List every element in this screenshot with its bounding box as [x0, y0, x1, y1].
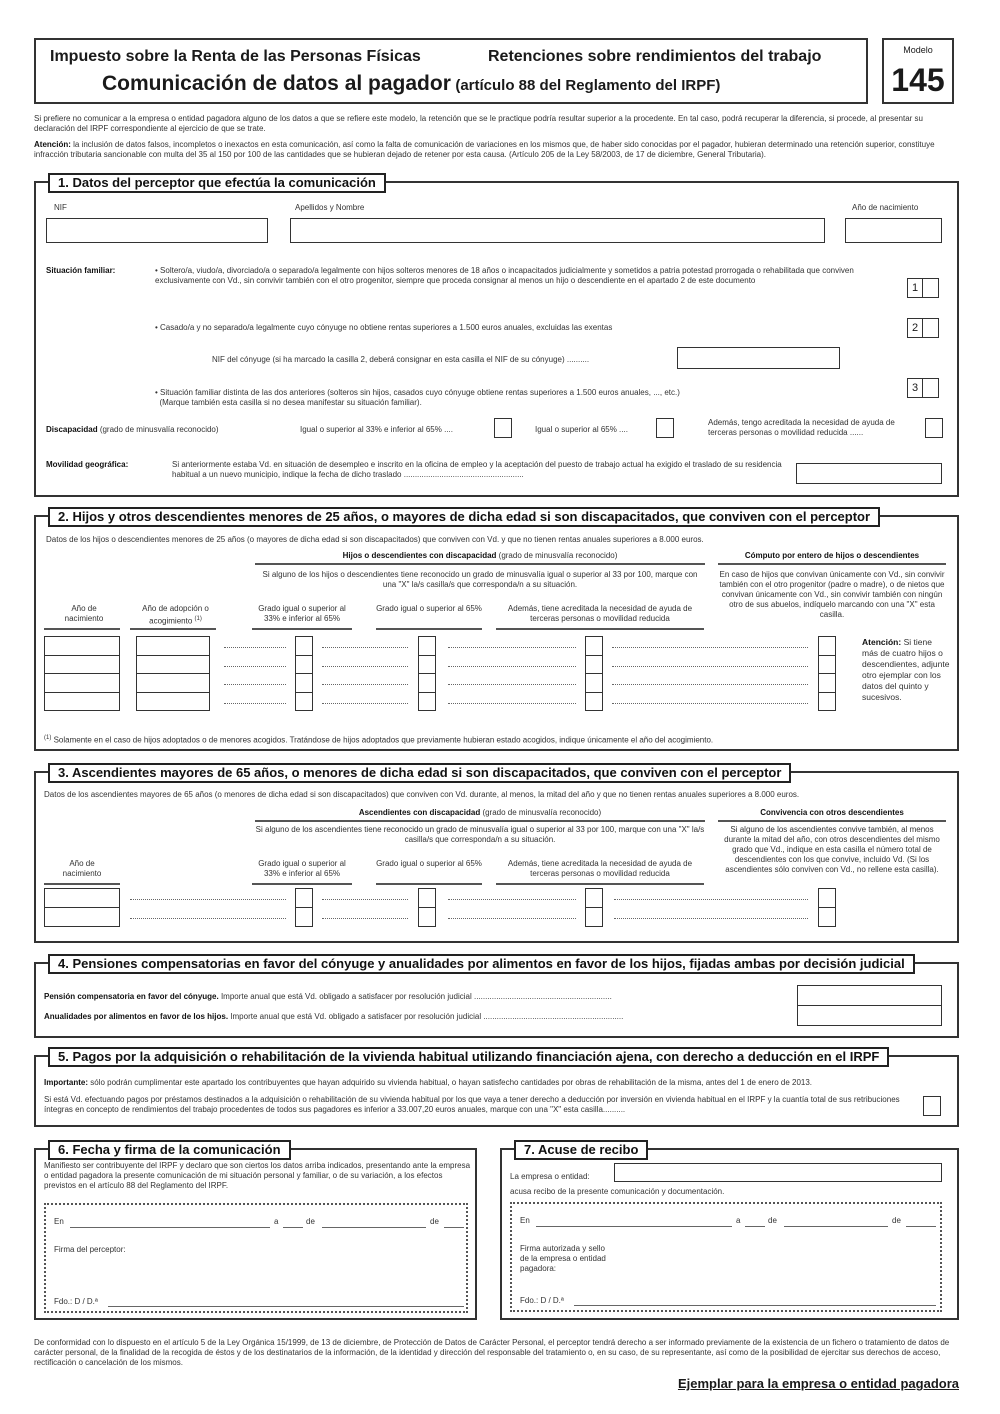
- s3-anio-nacimiento-input[interactable]: [44, 888, 120, 908]
- s3-disc-head-sub: (grado de minusvalía reconocido): [482, 808, 602, 817]
- atencion-label: Atención:: [34, 140, 71, 149]
- s4-row2-text: Importe anual que está Vd. obligado a satisfacer por resolución judicial ...............................................................: [230, 1012, 624, 1021]
- discapacidad-sub: (grado de minusvalía reconocido): [99, 425, 219, 434]
- s7-fdo-line[interactable]: [574, 1305, 936, 1306]
- s2-dots: [612, 684, 808, 685]
- intro-atencion: [34, 140, 959, 160]
- section-2-title: [48, 507, 880, 527]
- s2-col-adop-rule: [130, 628, 216, 630]
- s3-dots: [322, 918, 408, 919]
- disc-opt1-checkbox[interactable]: [494, 418, 512, 438]
- s2-col-g2: Grado igual o superior al 65%: [376, 604, 482, 613]
- form-title-sub: (artículo 88 del Reglamento del IRPF): [455, 77, 721, 94]
- disc-opt2-checkbox[interactable]: [656, 418, 674, 438]
- s2-dots: [322, 684, 408, 685]
- s2-anio-nacimiento-input[interactable]: [44, 692, 120, 712]
- s2-ayuda-checkbox[interactable]: [585, 636, 603, 656]
- empresa-entidad-input[interactable]: [614, 1163, 942, 1182]
- s7-fdo-label: Fdo.: D / D.ª: [520, 1296, 564, 1305]
- s4-row2-bold: Anualidades por alimentos en favor de los hijos.: [44, 1012, 229, 1021]
- s2-footnote-sup: (1): [44, 735, 52, 741]
- s2-disc-note: Si alguno de los hijos o descendientes tiene reconocido un grado de minusvalía igual o superior al 33 por 100, marque con una "X" la/s casilla/s que corresponda/n a su situación.: [262, 570, 698, 589]
- s7-a-label: a: [736, 1216, 741, 1225]
- s3-dots: [448, 918, 576, 919]
- s3-col-g1: Grado igual o superior al 33% e inferior al 65%: [258, 859, 346, 878]
- situacion-opt1-text: • Soltero/a, viudo/a, divorciado/a o separado/a legalmente con hijos solteros menores de 18 años o incapacitados judicialmente y sometidos a patria potestad prorrogada o rehabilitada que conviven exclusivamente con Vd., sin convivir también con el otro progenitor, siempre que proceda consignar al menos un hijo o descendiente en el apartado 2 de este documento: [155, 266, 854, 285]
- s2-grado33-checkbox[interactable]: [295, 692, 313, 712]
- s6-lugar-line[interactable]: [70, 1227, 270, 1228]
- s2-anio-adopcion-input[interactable]: [136, 655, 210, 675]
- situacion-opt3-text: • Situación familiar distinta de las dos anteriores (solteros sin hijos, casados cuyo cónyuge obtiene rentas superiores a 1.500 euros anuales, ..., etc.) (Marque también esta casilla si no desea manifestar su situación familiar).: [155, 388, 680, 407]
- discapacidad-title: Discapacidad: [46, 425, 98, 434]
- disc-opt2-label: Igual o superior al 65% ....: [535, 425, 628, 434]
- s2-grado33-checkbox[interactable]: [295, 673, 313, 693]
- s6-firma-label: Firma del perceptor:: [54, 1245, 126, 1254]
- disc-opt1-label: Igual o superior al 33% e inferior al 65% ....: [300, 425, 453, 434]
- situacion-checkbox-1[interactable]: [907, 278, 939, 298]
- discapacidad-label: [46, 425, 219, 435]
- anualidades-alimentos-input[interactable]: [797, 1005, 942, 1026]
- s7-de1-label: de: [768, 1216, 777, 1225]
- s3-convivencia-checkbox[interactable]: [818, 888, 836, 908]
- casilla-3-number: 3: [907, 378, 923, 398]
- s3-col-g1-rule: [252, 883, 352, 885]
- s2-col-adop: [128, 604, 223, 627]
- s2-anio-nacimiento-input[interactable]: [44, 673, 120, 693]
- s6-a-label: a: [274, 1217, 279, 1226]
- s3-grado65-checkbox[interactable]: [418, 888, 436, 908]
- section-6-title-text: 6. Fecha y firma de la comunicación: [58, 1142, 281, 1157]
- s3-grado65-checkbox[interactable]: [418, 907, 436, 927]
- s2-computo-note: En caso de hijos que convivan únicamente con Vd., sin convivir también con el otro progenitor (padre o madre), o de nietos que convivan únicamente con Vd., sin convivir también con ningún otro de sus abuelos, indíquelo marcando con una "X" esta casilla.: [719, 570, 945, 619]
- s2-computo-checkbox[interactable]: [818, 692, 836, 712]
- s7-firma-label: Firma autorizada y sello de la empresa o entidad pagadora:: [520, 1244, 606, 1273]
- s7-dia-line[interactable]: [745, 1226, 765, 1227]
- s2-disc-head-rule: [255, 563, 705, 565]
- s2-computo-checkbox[interactable]: [818, 636, 836, 656]
- s2-intro: Datos de los hijos o descendientes menores de 25 años (o mayores de dicha edad si son discapacitados) que conviven con Vd. y que no tienen rentas anuales superiores a 8.000 euros.: [46, 535, 704, 544]
- s2-ayuda-checkbox[interactable]: [585, 655, 603, 675]
- s2-computo-checkbox[interactable]: [818, 655, 836, 675]
- atencion-text: la inclusión de datos falsos, incompletos o inexactos en esta comunicación, así como la falta de comunicación de variaciones en los mismos que, de haber sido conocidas por el pagador, hubieran determinado una retención superior, constituye infracción tributaria sancionable con multa del 35 al 150 por 100 de las cantidades que se hubieran dejado de retener por esta causa. (Artículo 205 de la Ley 58/2003, de 17 de diciembre, General Tributaria).: [34, 140, 935, 159]
- s2-computo-checkbox[interactable]: [818, 673, 836, 693]
- s2-ayuda-checkbox[interactable]: [585, 692, 603, 712]
- s2-col-adop-sup: (1): [194, 616, 202, 622]
- situacion-familiar-label: Situación familiar:: [46, 266, 116, 275]
- s6-fdo-label: Fdo.: D / D.ª: [54, 1297, 98, 1306]
- s2-disc-head: [255, 551, 705, 561]
- s7-mes-line[interactable]: [784, 1226, 888, 1227]
- s2-dots: [224, 666, 286, 667]
- s3-dots: [130, 918, 286, 919]
- section-2-title-text: 2. Hijos y otros descendientes menores de 25 años, o mayores de dicha edad si son discapacitados, que conviven con el perceptor: [58, 509, 871, 524]
- section-3-title-text: 3. Ascendientes mayores de 65 años, o menores de dicha edad si son discapacitados, que conviven con el perceptor: [58, 765, 782, 780]
- s2-grado65-checkbox[interactable]: [418, 692, 436, 712]
- s7-empresa-label: La empresa o entidad:: [510, 1172, 590, 1181]
- situacion-opt3-note: (Marque también esta casilla si no desea manifestar su situación familiar).: [159, 398, 422, 407]
- section-1-title: [48, 173, 386, 193]
- s2-dots: [448, 703, 576, 704]
- s3-ayuda-checkbox[interactable]: [585, 888, 603, 908]
- s2-dots: [322, 703, 408, 704]
- s2-col-g1: Grado igual o superior al 33% e inferior al 65%: [258, 604, 346, 623]
- s7-de2-label: de: [892, 1216, 901, 1225]
- s5-text: Si está Vd. efectuando pagos por préstamos destinados a la adquisición o rehabilitación de su vivienda habitual por los que vaya a tener derecho a deducción por inversión en vivienda habitual en el IRPF y la cuantía total de sus retribuciones íntegras en concepto de rendimientos del trabajo procedentes de todos sus pagadores es inferior a 33.007,20 euros anuales, marque con una "X" esta casilla..........: [44, 1095, 900, 1114]
- form-header: [34, 38, 868, 104]
- s2-dots: [448, 684, 576, 685]
- s3-col-g2-rule: [376, 883, 482, 885]
- casilla-1-number: 1: [907, 278, 923, 298]
- s6-anio-line[interactable]: [444, 1227, 464, 1228]
- lopd-text: De conformidad con lo dispuesto en el artículo 5 de la Ley Orgánica 15/1999, de 13 de diciembre, de Protección de Datos de Carácter Personal, el perceptor tendrá derecho a ser informado previamente de la existencia de un fichero o tratamiento de datos de carácter personal, de la finalidad de la recogida de éstos y de los destinatarios de la información, de la identidad y dirección del responsable del tratamiento o, en su caso, de su representante, así como de la posibilidad de ejercitar sus derechos de acceso, rectificación o cancelación de los mismos.: [34, 1338, 950, 1367]
- s7-lugar-line[interactable]: [536, 1226, 732, 1227]
- s2-anio-adopcion-input[interactable]: [136, 636, 210, 656]
- casilla-2-box[interactable]: [923, 318, 939, 338]
- situacion-opt2: Casado/a y no separado/a legalmente cuyo cónyuge no obtiene rentas superiores a 1.500 euros anuales, excluidas las exentas: [160, 323, 613, 332]
- s3-col-g3: Además, tiene acreditada la necesidad de ayuda de terceras personas o movilidad reducida: [507, 859, 693, 878]
- s2-computo-head: Cómputo por entero de hijos o descendientes: [744, 551, 920, 560]
- nombre-label: Apellidos y Nombre: [295, 203, 365, 212]
- s3-intro: Datos de los ascendientes mayores de 65 años (o menores de dicha edad si son discapacitados) que conviven con Vd. durante, al menos, la mitad del año y que no tienen rentas anuales superiores a 8.000 euros.: [44, 790, 800, 799]
- s7-en-label: En: [520, 1216, 530, 1225]
- movilidad-text: Si anteriormente estaba Vd. en situación de desempleo e inscrito en la oficina de empleo y la aceptación del puesto de trabajo actual ha exigido el traslado de su residencia habitual a un nuevo municipio, indique la fecha de dicho traslado ......................................................: [172, 460, 782, 479]
- s3-disc-head-bold: Ascendientes con discapacidad: [358, 808, 481, 817]
- s2-atencion-label: Atención:: [862, 637, 902, 647]
- s2-anio-nacimiento-input[interactable]: [44, 636, 120, 656]
- s2-dots: [224, 684, 286, 685]
- s6-de2-label: de: [430, 1217, 439, 1226]
- s3-grado33-checkbox[interactable]: [295, 888, 313, 908]
- nif-conyuge-label: NIF del cónyuge (si ha marcado la casilla 2, deberá consignar en esta casilla el NIF de su cónyuge) ..........: [212, 355, 590, 364]
- section-3-title: [48, 763, 791, 783]
- section-1-title-text: 1. Datos del perceptor que efectúa la comunicación: [58, 175, 376, 190]
- casilla-3-box[interactable]: [923, 378, 939, 398]
- section-6-title: [48, 1140, 291, 1160]
- s2-footnote: [44, 733, 944, 746]
- s4-row1: [44, 992, 794, 1002]
- s2-dots: [322, 647, 408, 648]
- s3-dots: [614, 918, 808, 919]
- s2-col-anio-rule: [44, 628, 120, 630]
- s2-grado33-checkbox[interactable]: [295, 655, 313, 675]
- s3-grado33-checkbox[interactable]: [295, 907, 313, 927]
- s2-grado65-checkbox[interactable]: [418, 673, 436, 693]
- section-4-title-text: 4. Pensiones compensatorias en favor del cónyuge y anualidades por alimentos en favor de los hijos, fijadas ambas por decisión judicial: [58, 956, 905, 971]
- s2-col-g3-rule: [496, 628, 704, 630]
- disc-opt3-label: Además, tengo acreditada la necesidad de ayuda de terceras personas o movilidad reducida ......: [708, 418, 895, 437]
- anio-nacimiento-input[interactable]: [845, 218, 942, 243]
- s2-grado65-checkbox[interactable]: [418, 636, 436, 656]
- nif-input[interactable]: [46, 218, 268, 243]
- s3-col-anio-rule: [44, 883, 120, 885]
- s2-footnote-text: Solamente en el caso de hijos adoptados o de menores acogidos. Tratándose de hijos adoptados que previamente hubieran estado acogidos, indique únicamente el año del acogimiento.: [53, 735, 714, 745]
- s3-dots: [614, 899, 808, 900]
- s2-dots: [224, 647, 286, 648]
- s6-mes-line[interactable]: [322, 1227, 426, 1228]
- modelo-number: 145: [891, 62, 945, 98]
- section-4-title: [48, 954, 915, 974]
- situacion-opt1: Soltero/a, viudo/a, divorciado/a o separado/a legalmente con hijos solteros menores de 18 años o incapacitados judicialmente y sometidos a patria potestad prorrogada o rehabilitada que conviven exclusivamente con Vd., sin convivir también con el otro progenitor, siempre que proceda consignar al menos un hijo o descendiente en el apartado 2 de este documento: [155, 266, 854, 285]
- s2-ayuda-checkbox[interactable]: [585, 673, 603, 693]
- s3-conv-head-rule: [718, 820, 946, 822]
- s2-disc-head-bold: Hijos o descendientes con discapacidad: [342, 551, 497, 560]
- situacion-checkbox-3[interactable]: [907, 378, 939, 398]
- s2-anio-adopcion-input[interactable]: [136, 692, 210, 712]
- s5-importante-text: sólo podrán cumplimentar este apartado los contribuyentes que hayan adquirido su vivienda habitual, o hayan satisfecho cantidades por obras de rehabilitación de la misma, antes del 1 de enero de 2013.: [90, 1078, 813, 1087]
- s2-grado33-checkbox[interactable]: [295, 636, 313, 656]
- ejemplar-label: Ejemplar para la empresa o entidad pagadora: [677, 1376, 959, 1391]
- s3-col-anio: Año de nacimiento: [62, 859, 102, 878]
- s7-signature-area: [510, 1202, 942, 1312]
- s2-atencion: [862, 637, 950, 703]
- s3-ayuda-checkbox[interactable]: [585, 907, 603, 927]
- s2-col-g1-rule: [252, 628, 352, 630]
- pension-compensatoria-input[interactable]: [797, 985, 942, 1006]
- s2-dots: [448, 647, 576, 648]
- s6-de1-label: de: [306, 1217, 315, 1226]
- s2-anio-adopcion-input[interactable]: [136, 673, 210, 693]
- section-5-title-text: 5. Pagos por la adquisición o rehabilitación de la vivienda habitual utilizando financiación ajena, con derecho a deducción en el IRPF: [58, 1049, 880, 1064]
- s3-disc-head-rule: [255, 820, 705, 822]
- s2-disc-head-sub: (grado de minusvalía reconocido): [498, 551, 618, 560]
- s6-text: Manifiesto ser contribuyente del IRPF y declaro que son ciertos los datos arriba indicados, presentando ante la empresa o entidad pagadora la presente comunicación de mi situación personal y familiar, o de su variación, a los efectos previstos en el artículo 88 del Reglamento del IRPF.: [44, 1161, 471, 1190]
- s6-en-label: En: [54, 1217, 64, 1226]
- section-5-title: [48, 1047, 889, 1067]
- s3-convivencia-checkbox[interactable]: [818, 907, 836, 927]
- s2-computo-head-rule: [718, 563, 946, 565]
- nif-label: NIF: [54, 203, 67, 212]
- s3-conv-note: Si alguno de los ascendientes convive también, al menos durante la mitad del año, con otros descendientes del mismo grado que Vd., indique en esta casilla el número total de descendientes con los que convive, incluido Vd. (Si los ascendientes sólo conviven con Vd., no rellene esta casilla).: [724, 825, 940, 874]
- s2-dots: [448, 666, 576, 667]
- s3-disc-note: Si alguno de los ascendientes tiene reconocido un grado de minusvalía igual o superior al 33 por 100, marque con una "X" la/s casilla/s que corresponda/n a su situación.: [255, 825, 705, 844]
- form-title: [102, 72, 720, 96]
- s2-dots: [612, 666, 808, 667]
- s2-col-anio: Año de nacimiento: [64, 604, 104, 623]
- casilla-1-box[interactable]: [923, 278, 939, 298]
- s2-dots: [612, 647, 808, 648]
- s3-anio-nacimiento-input[interactable]: [44, 907, 120, 927]
- s5-importante: [44, 1078, 954, 1088]
- section-7-title: [514, 1140, 648, 1160]
- s7-anio-line[interactable]: [906, 1226, 936, 1227]
- s3-dots: [130, 899, 286, 900]
- s5-importante-label: Importante:: [44, 1078, 88, 1087]
- s2-dots: [612, 703, 808, 704]
- s7-acusa: acusa recibo de la presente comunicación y documentación.: [510, 1187, 725, 1196]
- s4-row1-text: Importe anual que está Vd. obligado a satisfacer por resolución judicial ..............................................................: [220, 992, 612, 1001]
- s3-col-g2: Grado igual o superior al 65%: [376, 859, 482, 868]
- modelo-box: [882, 38, 954, 104]
- s3-col-g3-rule: [496, 883, 704, 885]
- s2-col-g3: Además, tiene acreditada la necesidad de ayuda de terceras personas o movilidad reducida: [507, 604, 693, 623]
- s3-dots: [322, 899, 408, 900]
- s2-col-g2-rule: [376, 628, 482, 630]
- s3-disc-head: [255, 808, 705, 818]
- s6-fdo-line[interactable]: [108, 1306, 464, 1307]
- s2-atencion-text: Si tiene más de cuatro hijos o descendientes, adjunte otro ejemplar con los datos del quinto y sucesivos.: [862, 637, 950, 702]
- vivienda-checkbox[interactable]: [923, 1096, 941, 1116]
- s6-signature-area: [44, 1203, 468, 1313]
- intro-text: Si prefiere no comunicar a la empresa o entidad pagadora alguno de los datos a que se refiere este modelo, la retención que se le practique podría resultar superior a la procedente. En tal caso, podrá recuperar la diferencia, si procede, al presentar su declaración del IRPF correspondiente al ejercicio de que se trate.: [34, 114, 923, 133]
- casilla-2-number: 2: [907, 318, 923, 338]
- disc-opt3-checkbox[interactable]: [925, 418, 943, 438]
- s3-dots: [448, 899, 576, 900]
- nif-conyuge-input[interactable]: [677, 347, 840, 369]
- situacion-opt2-text: • Casado/a y no separado/a legalmente cuyo cónyuge no obtiene rentas superiores a 1.500 euros anuales, excluidas las exentas: [155, 323, 613, 332]
- modelo-label: Modelo: [903, 45, 933, 55]
- s6-dia-line[interactable]: [283, 1227, 303, 1228]
- form-title-main: Comunicación de datos al pagador: [102, 72, 451, 95]
- anio-nacimiento-label: Año de nacimiento: [852, 203, 919, 212]
- s2-grado65-checkbox[interactable]: [418, 655, 436, 675]
- s2-anio-nacimiento-input[interactable]: [44, 655, 120, 675]
- nombre-input[interactable]: [290, 218, 825, 243]
- s2-col-adop-text: Año de adopción o acogimiento: [142, 604, 209, 626]
- s3-conv-head: Convivencia con otros descendientes: [760, 808, 904, 817]
- s2-dots: [322, 666, 408, 667]
- movilidad-label: Movilidad geográfica:: [46, 460, 129, 469]
- situacion-checkbox-2[interactable]: [907, 318, 939, 338]
- s2-dots: [224, 703, 286, 704]
- s4-row1-bold: Pensión compensatoria en favor del cónyuge.: [44, 992, 219, 1001]
- movilidad-fecha-input[interactable]: [796, 463, 942, 484]
- s4-row2: [44, 1012, 794, 1022]
- header-line1-right: Retenciones sobre rendimientos del trabajo: [488, 48, 822, 65]
- section-7-title-text: 7. Acuse de recibo: [524, 1142, 639, 1157]
- header-line1-left: Impuesto sobre la Renta de las Personas Físicas: [50, 48, 421, 65]
- situacion-opt3: Situación familiar distinta de las dos anteriores (solteros sin hijos, casados cuyo cónyuge obtiene rentas superiores a 1.500 euros anuales, ..., etc.): [160, 388, 680, 397]
